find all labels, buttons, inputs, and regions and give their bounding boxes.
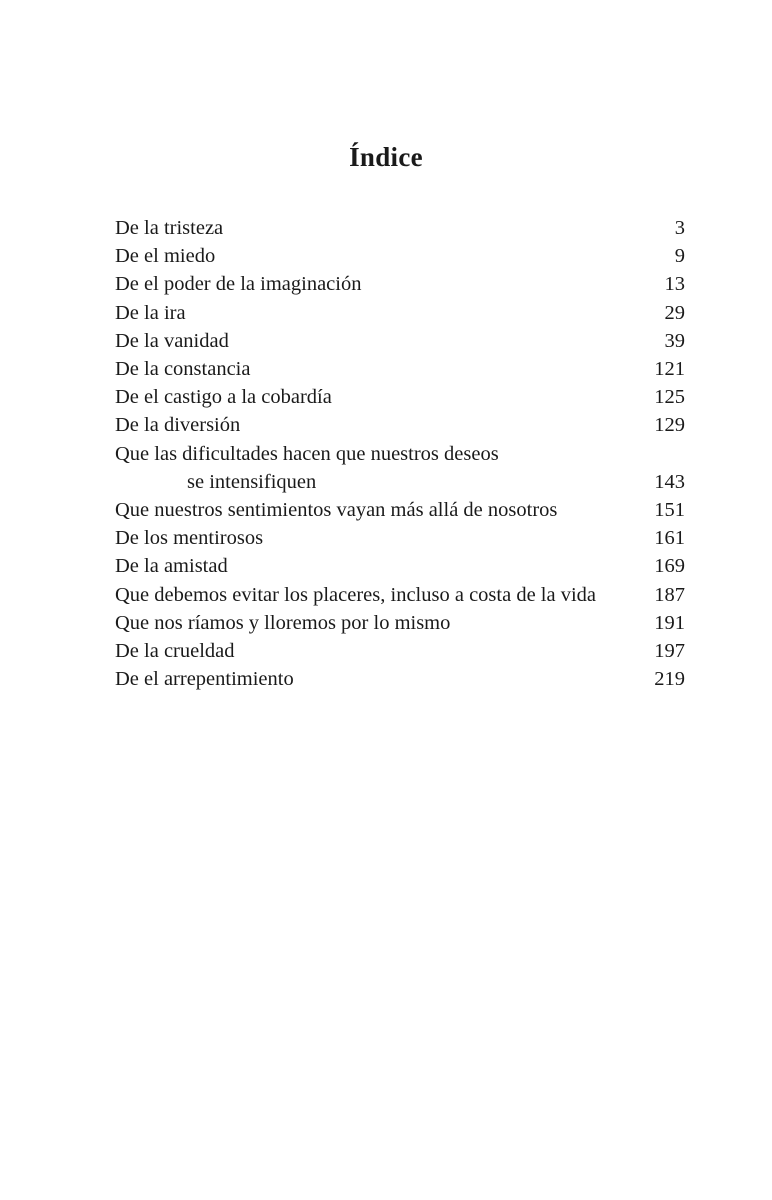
toc-entry <box>115 524 685 552</box>
toc-entry-title: Que nos ríamos y lloremos por lo mismo <box>115 611 451 634</box>
toc-entry-title: De la constancia <box>115 358 251 381</box>
table-of-contents <box>115 214 685 693</box>
toc-entry <box>115 299 685 327</box>
toc-entry-title: De los mentirosos <box>115 527 264 550</box>
toc-entry <box>115 552 685 580</box>
toc-entry-title: Que las dificultades hacen que nuestros deseos <box>115 442 499 465</box>
toc-entry-title: Que debemos evitar los placeres, incluso a costa de la vida <box>115 583 597 606</box>
toc-entry-page: 121 <box>654 358 685 381</box>
toc-entry-page: 9 <box>674 245 685 268</box>
toc-entry-page: 187 <box>654 583 685 606</box>
toc-entry-page: 3 <box>674 217 685 239</box>
toc-entry-title: De la amistad <box>115 555 228 578</box>
toc-entry <box>115 609 685 637</box>
toc-entry <box>115 214 685 242</box>
page-title: Índice <box>349 142 423 172</box>
toc-entry-page: 129 <box>654 414 685 437</box>
toc-entry-page: 125 <box>654 386 685 409</box>
toc-entry <box>115 496 685 524</box>
toc-entry-title: De el arrepentimiento <box>115 668 294 691</box>
toc-entry <box>115 355 685 383</box>
toc-entry <box>115 383 685 411</box>
toc-entry <box>115 411 685 439</box>
toc-entry-title: De el castigo a la cobardía <box>115 386 332 409</box>
toc-entry <box>115 581 685 609</box>
toc-entry <box>115 327 685 355</box>
toc-entry-title-wrapped <box>115 440 646 496</box>
toc-entry-title: De el miedo <box>115 245 216 268</box>
toc-entry-page: 219 <box>654 668 685 691</box>
toc-entry-page: 191 <box>654 611 685 634</box>
toc-entry-title: De la ira <box>115 301 186 324</box>
toc-entry-page: 169 <box>654 555 685 578</box>
toc-entry-title-continuation: se intensifiquen <box>187 470 317 493</box>
toc-entry <box>115 637 685 665</box>
toc-entry-title: De el poder de la imaginación <box>115 273 362 296</box>
toc-entry-title: Que nuestros sentimientos vayan más allá de nosotros <box>115 499 558 522</box>
toc-entry-page: 39 <box>664 329 685 352</box>
toc-entry-title: De la vanidad <box>115 329 229 352</box>
toc-entry <box>115 440 685 496</box>
toc-entry-page: 143 <box>654 470 685 493</box>
toc-entry-title: De la diversión <box>115 414 241 437</box>
toc-entry-page: 151 <box>654 499 685 522</box>
toc-entry-page: 13 <box>664 273 685 296</box>
toc-entry-title: De la tristeza <box>115 217 224 239</box>
toc-entry-page: 197 <box>654 640 685 663</box>
toc-entry-page: 161 <box>654 527 685 550</box>
toc-entry <box>115 270 685 298</box>
toc-entry-page: 29 <box>664 301 685 324</box>
toc-entry <box>115 665 685 693</box>
toc-entry-title: De la crueldad <box>115 640 235 663</box>
toc-entry <box>115 242 685 270</box>
